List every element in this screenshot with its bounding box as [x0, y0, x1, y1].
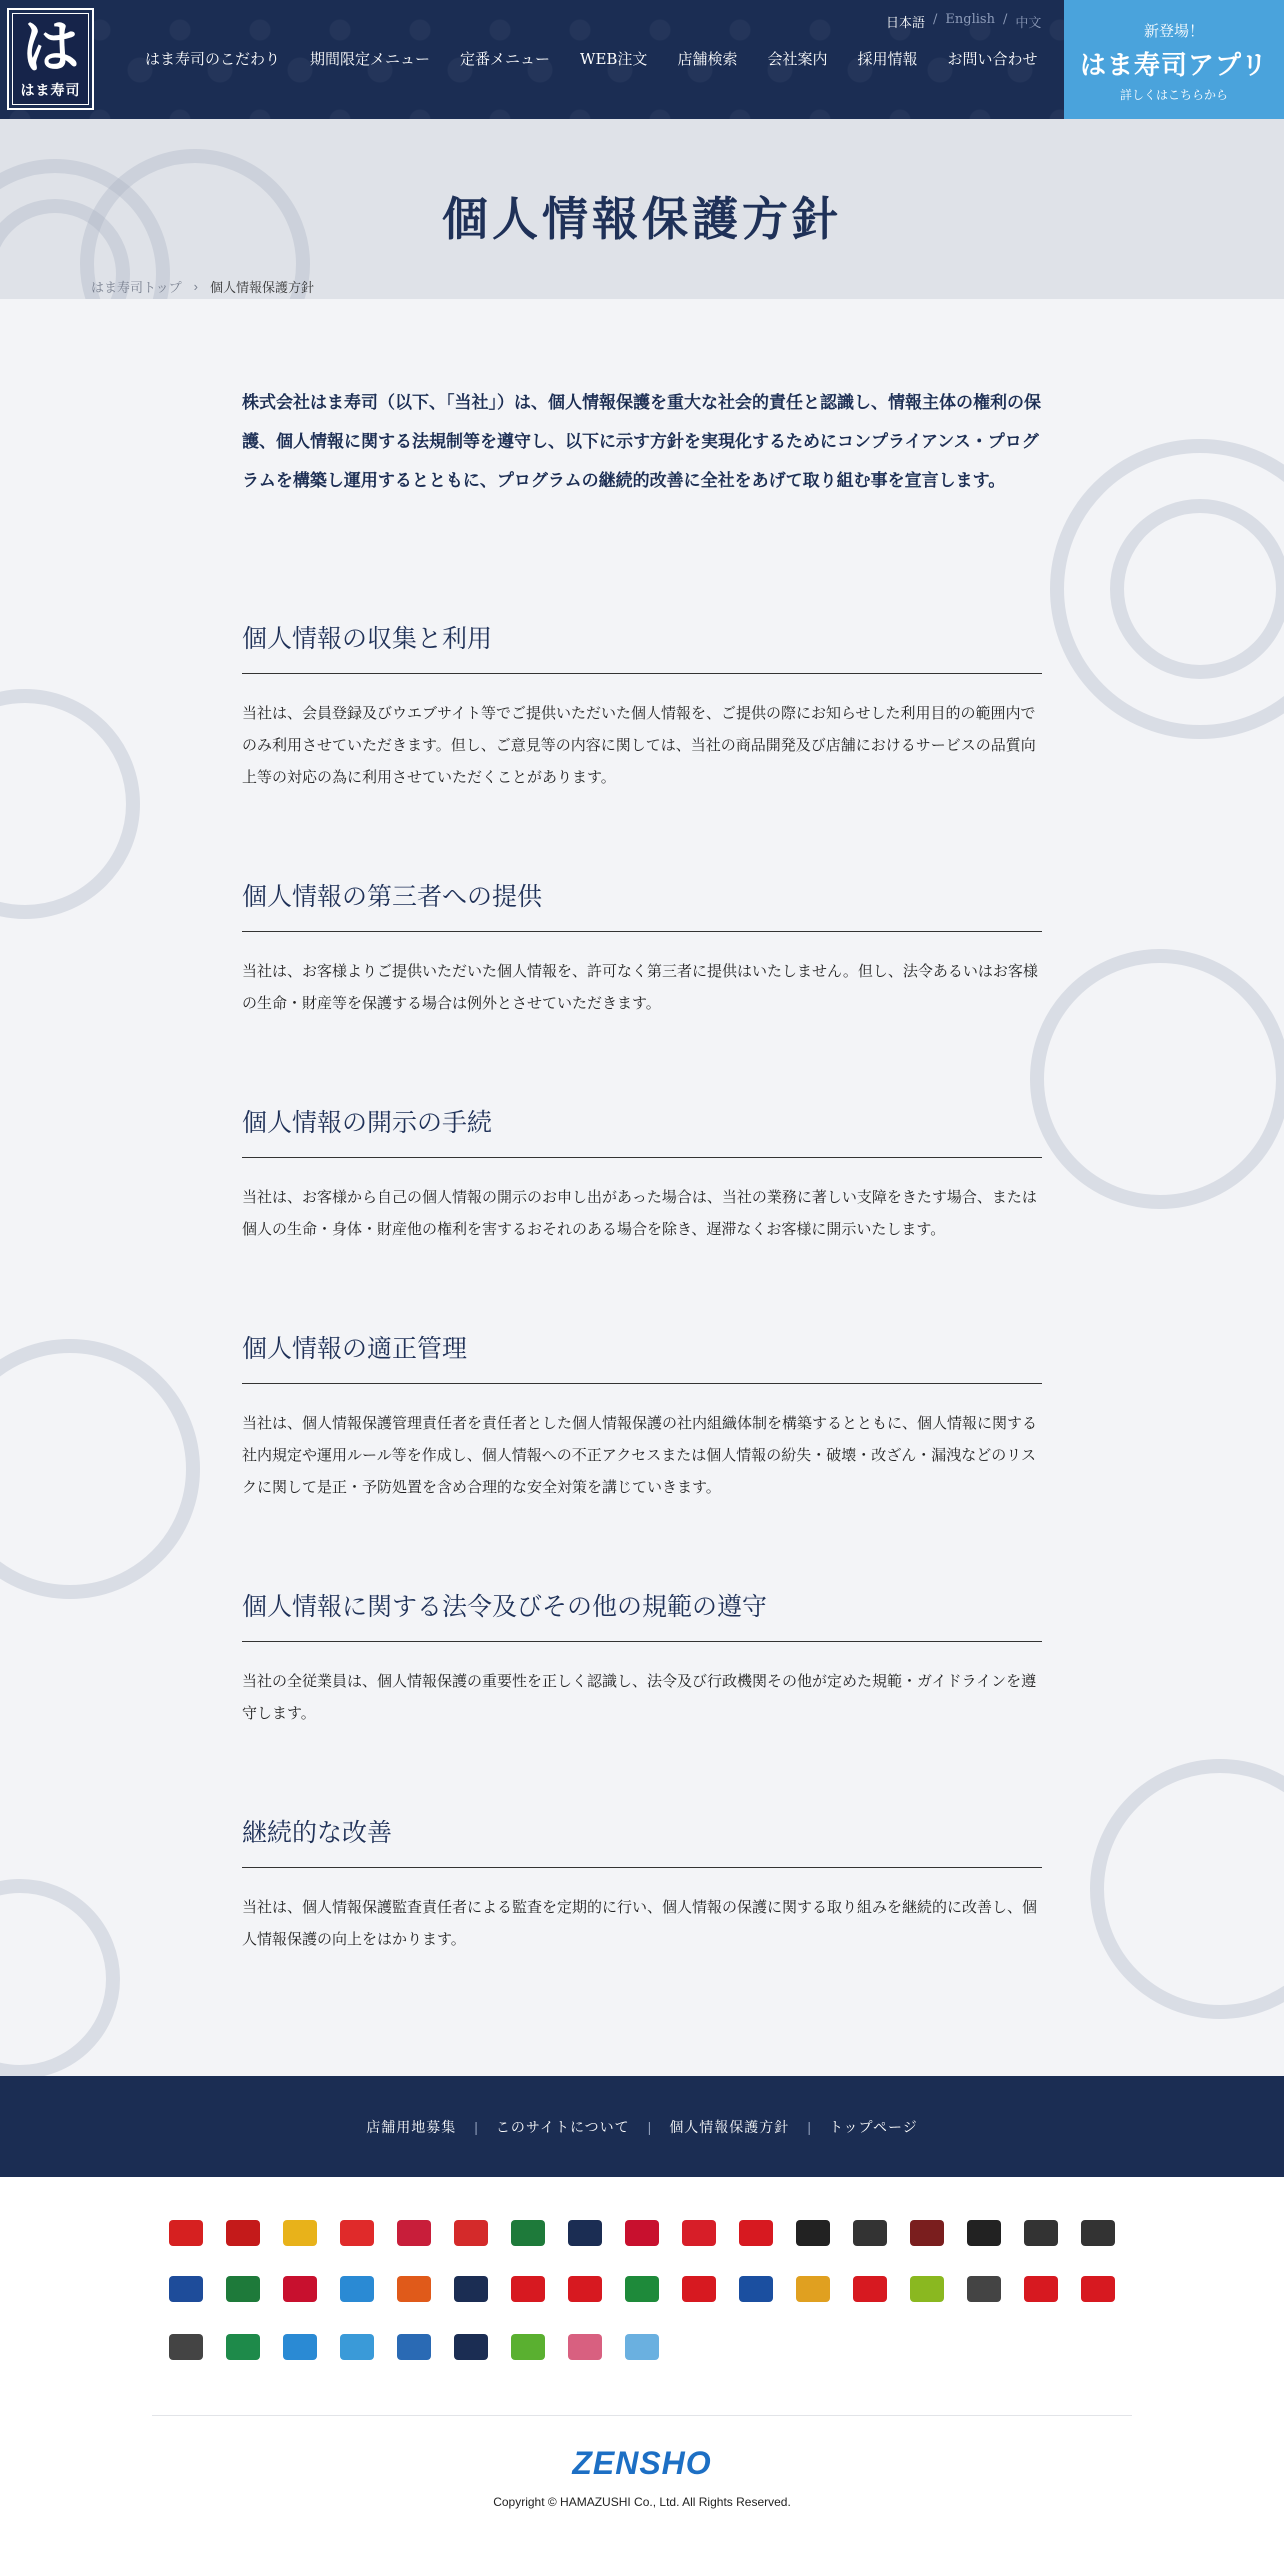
section-body: 当社は、お客様から自己の個人情報の開示のお申し出があった場合は、当社の業務に著しい支障をきたす場合、または個人の生命・身体・財産他の権利を害するおそれのある場合を除き、遅滞なくお客様に開示いたします。	[242, 1189, 1037, 1238]
brand-logo-mark	[226, 2276, 260, 2302]
breadcrumb-home[interactable]: はま寿司トップ	[91, 280, 182, 295]
brand-logo[interactable]	[500, 2213, 555, 2253]
nav-web-order[interactable]: WEB注文	[580, 50, 648, 68]
brand-logo[interactable]	[842, 2213, 897, 2253]
lang-separator: /	[933, 12, 938, 27]
footer-link-top[interactable]: トップページ	[828, 2118, 918, 2135]
breadcrumb-separator: ›	[193, 279, 198, 294]
brand-logo-row	[158, 2327, 671, 2367]
section-heading: 個人情報の適正管理	[242, 1329, 1042, 1384]
hamazushi-logo[interactable]	[9, 10, 92, 108]
brand-logo-mark	[1081, 2220, 1115, 2246]
brand-logo-mark	[340, 2220, 374, 2246]
brand-logo[interactable]	[1013, 2213, 1068, 2253]
brand-logo-mark	[283, 2276, 317, 2302]
brand-logo[interactable]	[443, 2327, 498, 2367]
brand-logo[interactable]	[215, 2269, 270, 2309]
footer-nav	[0, 2076, 1284, 2177]
logo-mark	[13, 14, 88, 104]
nav-store-search[interactable]: 店舗検索	[677, 50, 738, 68]
brand-logo[interactable]	[386, 2269, 441, 2309]
lang-chinese[interactable]: 中文	[1015, 16, 1042, 31]
brand-logo[interactable]	[158, 2213, 213, 2253]
brand-logo-mark	[796, 2220, 830, 2246]
brand-logo-mark	[340, 2276, 374, 2302]
brand-logo[interactable]	[158, 2327, 213, 2367]
brand-logo-mark	[910, 2276, 944, 2302]
brand-logo[interactable]	[614, 2269, 669, 2309]
nav-recruit[interactable]: 採用情報	[857, 50, 918, 68]
copyright: Copyright © HAMAZUSHI Co., Ltd. All Rights Reserved.	[493, 2495, 791, 2509]
wave-pattern-decoration	[1030, 949, 1284, 1209]
brand-logo[interactable]	[557, 2269, 612, 2309]
brand-logo-mark	[568, 2220, 602, 2246]
divider	[152, 2415, 1132, 2416]
brand-logo[interactable]	[443, 2269, 498, 2309]
lang-english[interactable]: English	[945, 12, 995, 27]
nav-kodawari[interactable]: はま寿司のこだわり	[145, 50, 281, 68]
page-title: 個人情報保護方針	[442, 192, 842, 246]
section-body: 当社の全従業員は、個人情報保護の重要性を正しく認識し、法令及び行政機関その他が定めた規範・ガイドラインを遵守します。	[242, 1673, 1037, 1722]
brand-logo[interactable]	[671, 2269, 726, 2309]
brand-logo-mark	[853, 2220, 887, 2246]
brand-logo-mark	[340, 2334, 374, 2360]
zensho-logo[interactable]: ZENSHO	[572, 2445, 712, 2481]
brand-logo[interactable]	[1013, 2269, 1068, 2309]
footer-link-about-site[interactable]: このサイトについて	[495, 2118, 630, 2135]
brand-logo[interactable]	[500, 2269, 555, 2309]
brand-logo-row	[158, 2213, 1127, 2253]
brand-logo-mark	[511, 2334, 545, 2360]
section-heading: 個人情報の収集と利用	[242, 619, 1042, 674]
brand-logo[interactable]	[557, 2213, 612, 2253]
brand-logo[interactable]	[899, 2213, 954, 2253]
brand-logo[interactable]	[329, 2269, 384, 2309]
app-banner[interactable]	[1064, 0, 1284, 119]
brand-logo-mark	[454, 2334, 488, 2360]
wave-pattern-decoration	[1110, 499, 1284, 679]
brand-logo-mark	[169, 2220, 203, 2246]
lang-separator: /	[1002, 12, 1008, 27]
brand-logo[interactable]	[785, 2213, 840, 2253]
policy-section	[242, 619, 1042, 794]
brand-logo-mark	[910, 2220, 944, 2246]
brand-logo[interactable]	[728, 2269, 783, 2309]
brand-logo-mark	[568, 2334, 602, 2360]
brand-logo[interactable]	[557, 2327, 612, 2367]
brand-logo-mark	[1024, 2276, 1058, 2302]
brand-logo[interactable]	[614, 2327, 669, 2367]
brand-logo-mark	[739, 2276, 773, 2302]
brand-logo-mark	[511, 2276, 545, 2302]
section-body: 当社は、個人情報保護監査責任者による監査を定期的に行い、個人情報の保護に関する取り組みを継続的に改善し、個人情報保護の向上をはかります。	[242, 1899, 1038, 1948]
section-body: 当社は、個人情報保護管理責任者を責任者とした個人情報保護の社内組織体制を構築するとともに、個人情報に関する社内規定や運用ルール等を作成し、個人情報への不正アクセスまたは個人情報の紛失・破壊・改ざん・漏洩などのリスクに関して是正・予防処置を含め合理的な安全対策を講じていきます。	[242, 1415, 1038, 1496]
brand-logo[interactable]	[899, 2269, 954, 2309]
brand-logo[interactable]	[272, 2327, 327, 2367]
brand-logo[interactable]	[500, 2327, 555, 2367]
breadcrumb	[91, 277, 314, 296]
brand-logo-mark	[397, 2334, 431, 2360]
nav-regular-menu[interactable]: 定番メニュー	[460, 50, 551, 68]
brand-logo[interactable]	[614, 2213, 669, 2253]
brand-logo-mark	[283, 2334, 317, 2360]
brand-logo-mark	[625, 2334, 659, 2360]
brand-logo[interactable]	[272, 2213, 327, 2253]
brand-logo[interactable]	[329, 2327, 384, 2367]
brand-logo-mark	[625, 2220, 659, 2246]
brand-logo[interactable]	[215, 2213, 270, 2253]
wave-pattern-decoration	[0, 1879, 120, 2076]
section-body: 当社は、お客様よりご提供いただいた個人情報を、許可なく第三者に提供はいたしません。但し、法令あるいはお客様の生命・財産等を保護する場合は例外とさせていただきます。	[242, 963, 1038, 1012]
nav-contact[interactable]: お問い合わせ	[947, 50, 1038, 68]
group-brands	[0, 2177, 1284, 2568]
logo-text: はま寿司	[20, 83, 81, 99]
nav-company[interactable]: 会社案内	[767, 50, 828, 68]
nav-limited-menu[interactable]: 期間限定メニュー	[310, 50, 431, 68]
brand-logo[interactable]	[842, 2269, 897, 2309]
brand-logo-mark	[682, 2276, 716, 2302]
brand-logo-mark	[226, 2220, 260, 2246]
brand-logo[interactable]	[158, 2269, 213, 2309]
brand-logo-mark	[967, 2220, 1001, 2246]
section-heading: 個人情報の開示の手続	[242, 1103, 1042, 1158]
brand-logo[interactable]	[215, 2327, 270, 2367]
brand-logo-mark	[226, 2334, 260, 2360]
brand-logo[interactable]	[329, 2213, 384, 2253]
brand-logo-mark	[511, 2220, 545, 2246]
policy-intro: 株式会社はま寿司（以下、「当社」）は、個人情報保護を重大な社会的責任と認識し、情報主体の権利の保護、個人情報に関する法規制等を遵守し、以下に示す方針を実現化するためにコンプライアンス・プログラムを構築し運用するとともに、プログラムの継続的改善に全社をあげて取り組む事を宣言します。	[242, 393, 1041, 490]
brand-logo-mark	[397, 2276, 431, 2302]
brand-logo[interactable]	[1070, 2213, 1125, 2253]
brand-logo-mark	[169, 2276, 203, 2302]
wave-pattern-decoration	[0, 689, 140, 919]
brand-logo-mark	[796, 2276, 830, 2302]
brand-logo[interactable]	[386, 2213, 441, 2253]
app-banner-more: 詳しくはこちらから	[1119, 88, 1228, 102]
brand-logo[interactable]	[956, 2213, 1011, 2253]
section-body: 当社は、会員登録及びウエブサイト等でご提供いただいた個人情報を、ご提供の際にお知らせした利用目的の範囲内でのみ利用させていただきます。但し、ご意見等の内容に関しては、当社の商品開発及び店舗におけるサービスの品質向上等の対応の為に利用させていただくことがあります。	[242, 705, 1036, 786]
footer-separator: |	[647, 2118, 652, 2135]
section-heading: 継続的な改善	[242, 1813, 1042, 1868]
lang-japanese[interactable]: 日本語	[886, 16, 926, 31]
site-header	[0, 0, 1284, 119]
brand-logo-mark	[568, 2276, 602, 2302]
section-heading: 個人情報の第三者への提供	[242, 877, 1042, 932]
brand-logo[interactable]	[671, 2213, 726, 2253]
brand-logo-mark	[1024, 2220, 1058, 2246]
brand-logo-mark	[625, 2276, 659, 2302]
footer-link-store-land[interactable]: 店舗用地募集	[366, 2118, 457, 2135]
language-switcher	[886, 12, 1041, 31]
brand-logo-mark	[397, 2220, 431, 2246]
brand-logo[interactable]	[785, 2269, 840, 2309]
brand-logo[interactable]	[386, 2327, 441, 2367]
brand-logo-mark	[682, 2220, 716, 2246]
breadcrumb-current: 個人情報保護方針	[209, 280, 314, 295]
main-nav	[130, 48, 1053, 69]
wave-pattern-decoration	[0, 1339, 200, 1599]
app-banner-name: はま寿司アプリ	[1080, 51, 1268, 81]
brand-logo[interactable]	[956, 2269, 1011, 2309]
footer-link-privacy[interactable]: 個人情報保護方針	[669, 2118, 790, 2135]
app-banner-new: 新登場！	[1143, 22, 1204, 40]
footer-separator: |	[474, 2118, 478, 2135]
policy-section	[242, 1587, 1042, 1730]
brand-logo-mark	[739, 2220, 773, 2246]
policy-section	[242, 877, 1042, 1020]
brand-logo-mark	[454, 2220, 488, 2246]
brand-logo-mark	[853, 2276, 887, 2302]
section-heading: 個人情報に関する法令及びその他の規範の遵守	[242, 1587, 1042, 1642]
policy-content	[242, 299, 1042, 1948]
brand-logo-mark	[1081, 2276, 1115, 2302]
brand-logo[interactable]	[443, 2213, 498, 2253]
footer-separator: |	[807, 2118, 811, 2135]
brand-logo-mark	[454, 2276, 488, 2302]
logo-char: は	[21, 13, 80, 81]
page-hero	[0, 119, 1284, 299]
brand-logo[interactable]	[728, 2213, 783, 2253]
brand-logo-mark	[169, 2334, 203, 2360]
policy-section	[242, 1813, 1042, 1956]
policy-section	[242, 1329, 1042, 1504]
brand-logo-mark	[967, 2276, 1001, 2302]
brand-logo-mark	[283, 2220, 317, 2246]
wave-pattern-decoration	[1090, 1759, 1284, 2019]
policy-section	[242, 1103, 1042, 1246]
brand-logo[interactable]	[272, 2269, 327, 2309]
brand-logo-row	[158, 2269, 1127, 2309]
brand-logo[interactable]	[1070, 2269, 1125, 2309]
